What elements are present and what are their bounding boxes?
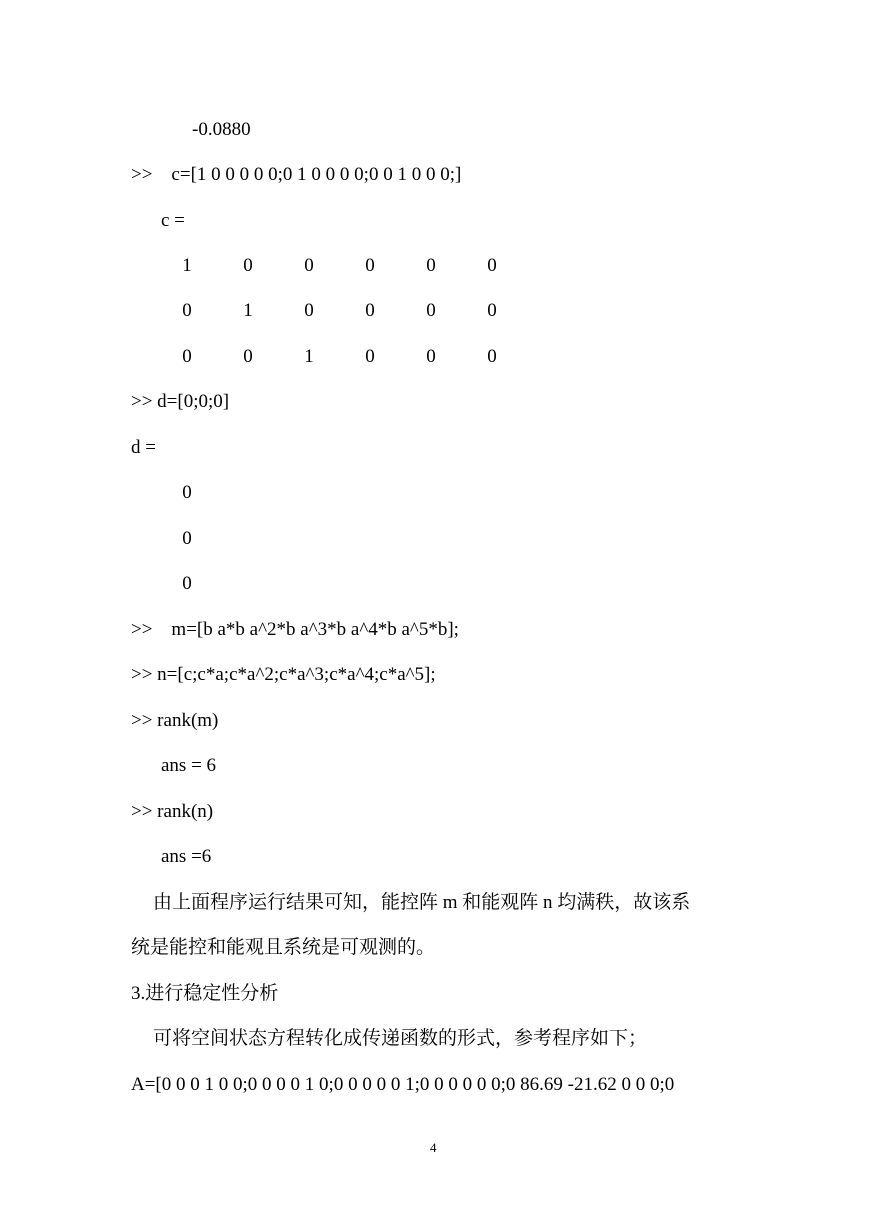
matrix-cell: 0: [487, 346, 497, 367]
matrix-cell: 0: [365, 300, 375, 321]
matrix-cell: 1: [304, 346, 314, 367]
output-rank-m: ans = 6: [161, 755, 217, 776]
matrix-cell: 0: [304, 255, 314, 276]
matrix-cell: 0: [426, 255, 436, 276]
matrix-cell: 1: [243, 300, 253, 321]
command-rank-m: >> rank(m): [131, 710, 219, 731]
matrix-cell: 0: [487, 300, 497, 321]
vector-cell: 0: [182, 528, 192, 549]
matrix-cell: 1: [182, 255, 192, 276]
matrix-cell: 0: [426, 300, 436, 321]
matrix-cell: 0: [487, 255, 497, 276]
code-line-A: A=[0 0 0 1 0 0;0 0 0 0 1 0;0 0 0 0 0 1;0 0 0 0 0 0;0 86.69 -21.62 0 0 0;0: [131, 1074, 675, 1095]
paragraph-line-2: 统是能控和能观且系统是可观测的。: [131, 937, 436, 958]
command-line-c: >> c=[1 0 0 0 0 0;0 1 0 0 0 0;0 0 1 0 0 0;]: [131, 164, 462, 185]
matrix-cell: 0: [182, 300, 192, 321]
matrix-cell: 0: [243, 255, 253, 276]
command-line-n: >> n=[c;c*a;c*a^2;c*a^3;c*a^4;c*a^5];: [131, 664, 436, 685]
command-line-d: >> d=[0;0;0]: [131, 391, 230, 412]
matrix-cell: 0: [182, 346, 192, 367]
paragraph-line-3: 可将空间状态方程转化成传递函数的形式，参考程序如下；: [153, 1028, 648, 1049]
paragraph-line-1: 由上面程序运行结果可知，能控阵 m 和能观阵 n 均满秩，故该系: [153, 892, 691, 913]
section-heading: 3.进行稳定性分析: [131, 983, 279, 1004]
matrix-cell: 0: [304, 300, 314, 321]
command-rank-n: >> rank(n): [131, 801, 214, 822]
output-rank-n: ans =6: [161, 846, 212, 867]
page-number: 4: [430, 1140, 437, 1155]
matrix-cell: 0: [365, 346, 375, 367]
matrix-cell: 0: [426, 346, 436, 367]
output-value: -0.0880: [192, 119, 251, 140]
output-label-d: d =: [131, 437, 156, 458]
matrix-cell: 0: [365, 255, 375, 276]
matrix-cell: 0: [243, 346, 253, 367]
output-label-c: c =: [161, 210, 185, 231]
vector-cell: 0: [182, 573, 192, 594]
command-line-m: >> m=[b a*b a^2*b a^3*b a^4*b a^5*b];: [131, 619, 459, 640]
vector-cell: 0: [182, 482, 192, 503]
